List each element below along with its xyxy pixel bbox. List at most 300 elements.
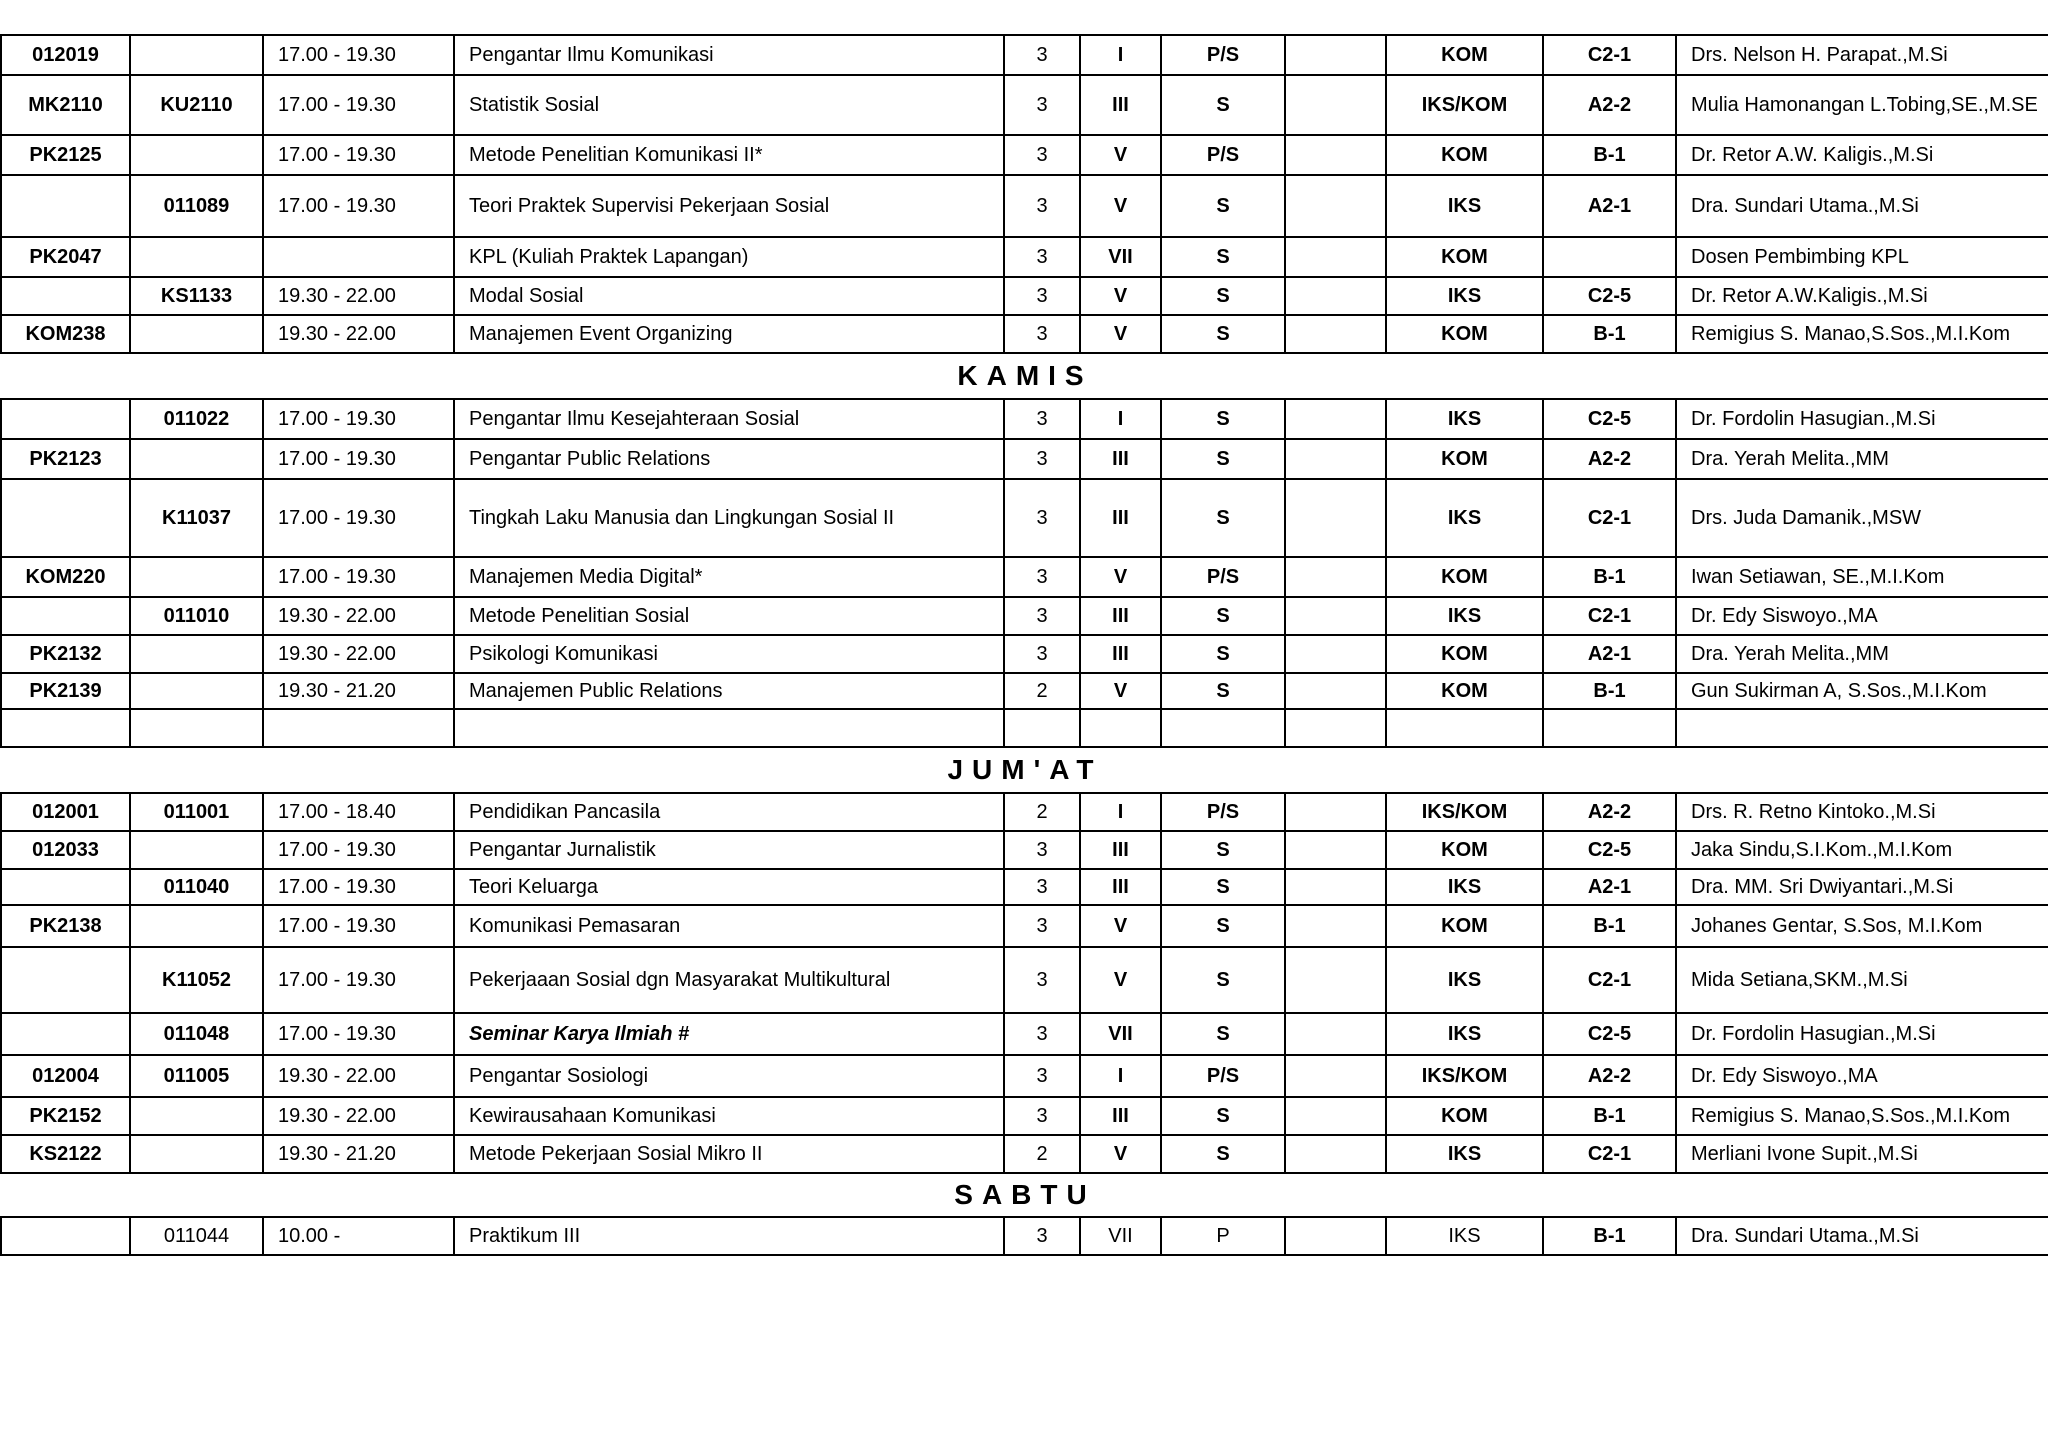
day-header-row — [1, 1173, 2048, 1217]
note-cell — [1285, 831, 1386, 869]
program-cell: IKS — [1386, 1135, 1543, 1173]
time-cell: 17.00 - 19.30 — [263, 479, 454, 557]
lecturer-cell: Remigius S. Manao,S.Sos.,M.I.Kom — [1676, 1097, 2048, 1135]
table-row — [1, 793, 2048, 831]
semester-cell: VII — [1080, 1013, 1161, 1055]
time-cell: 19.30 - 22.00 — [263, 635, 454, 673]
semester-cell: I — [1080, 399, 1161, 439]
room-cell: C2-5 — [1543, 277, 1676, 315]
time-cell: 19.30 - 21.20 — [263, 673, 454, 709]
program-cell — [1386, 709, 1543, 747]
kode-cell — [1, 399, 130, 439]
semester-cell: III — [1080, 479, 1161, 557]
kode-alt-cell — [130, 635, 263, 673]
program-cell: KOM — [1386, 635, 1543, 673]
lecturer-cell: Mulia Hamonangan L.Tobing,SE.,M.SE — [1676, 75, 2048, 135]
note-cell — [1285, 947, 1386, 1013]
course-name-cell: Statistik Sosial — [454, 75, 1004, 135]
kode-cell: KS2122 — [1, 1135, 130, 1173]
time-cell: 17.00 - 19.30 — [263, 557, 454, 597]
semester-cell: III — [1080, 1097, 1161, 1135]
course-name-cell: Teori Keluarga — [454, 869, 1004, 905]
room-cell: C2-5 — [1543, 399, 1676, 439]
program-cell: KOM — [1386, 673, 1543, 709]
day-title: SABTU — [1, 1173, 2048, 1217]
program-cell: KOM — [1386, 35, 1543, 75]
table-row — [1, 597, 2048, 635]
type-cell: S — [1161, 75, 1285, 135]
room-cell: B-1 — [1543, 557, 1676, 597]
kode-alt-cell — [130, 905, 263, 947]
note-cell — [1285, 75, 1386, 135]
lecturer-cell: Dr. Edy Siswoyo.,MA — [1676, 597, 2048, 635]
room-cell: C2-1 — [1543, 947, 1676, 1013]
type-cell: P/S — [1161, 1055, 1285, 1097]
note-cell — [1285, 237, 1386, 277]
time-cell: 17.00 - 18.40 — [263, 793, 454, 831]
course-name-cell: Metode Penelitian Sosial — [454, 597, 1004, 635]
lecturer-cell: Mida Setiana,SKM.,M.Si — [1676, 947, 2048, 1013]
kode-alt-cell: K11052 — [130, 947, 263, 1013]
lecturer-cell: Johanes Gentar, S.Sos, M.I.Kom — [1676, 905, 2048, 947]
type-cell: S — [1161, 831, 1285, 869]
lecturer-cell: Drs. Nelson H. Parapat.,M.Si — [1676, 35, 2048, 75]
time-cell: 19.30 - 21.20 — [263, 1135, 454, 1173]
kode-cell — [1, 869, 130, 905]
program-cell: IKS — [1386, 175, 1543, 237]
course-name-cell: Teori Praktek Supervisi Pekerjaan Sosial — [454, 175, 1004, 237]
type-cell: P/S — [1161, 793, 1285, 831]
kode-cell: PK2125 — [1, 135, 130, 175]
semester-cell: V — [1080, 135, 1161, 175]
sks-cell: 3 — [1004, 399, 1080, 439]
time-cell: 17.00 - 19.30 — [263, 905, 454, 947]
time-cell: 17.00 - 19.30 — [263, 175, 454, 237]
note-cell — [1285, 399, 1386, 439]
lecturer-cell: Dr. Fordolin Hasugian.,M.Si — [1676, 1013, 2048, 1055]
kode-cell: PK2138 — [1, 905, 130, 947]
time-cell: 17.00 - 19.30 — [263, 75, 454, 135]
program-cell: KOM — [1386, 135, 1543, 175]
room-cell: C2-5 — [1543, 1013, 1676, 1055]
type-cell: S — [1161, 1097, 1285, 1135]
sks-cell: 3 — [1004, 557, 1080, 597]
room-cell: B-1 — [1543, 1097, 1676, 1135]
time-cell: 10.00 - — [263, 1217, 454, 1255]
course-name-cell: Tingkah Laku Manusia dan Lingkungan Sosial II — [454, 479, 1004, 557]
program-cell: IKS — [1386, 399, 1543, 439]
type-cell: S — [1161, 869, 1285, 905]
note-cell — [1285, 1097, 1386, 1135]
program-cell: IKS — [1386, 947, 1543, 1013]
note-cell — [1285, 905, 1386, 947]
sks-cell: 3 — [1004, 1217, 1080, 1255]
note-cell — [1285, 277, 1386, 315]
kode-alt-cell — [130, 1135, 263, 1173]
table-row — [1, 673, 2048, 709]
kode-alt-cell — [130, 439, 263, 479]
kode-cell: KOM220 — [1, 557, 130, 597]
table-row — [1, 439, 2048, 479]
room-cell: C2-1 — [1543, 597, 1676, 635]
kode-alt-cell: 011022 — [130, 399, 263, 439]
kode-alt-cell — [130, 1097, 263, 1135]
lecturer-cell: Gun Sukirman A, S.Sos.,M.I.Kom — [1676, 673, 2048, 709]
kode-alt-cell — [130, 315, 263, 353]
program-cell: KOM — [1386, 831, 1543, 869]
kode-cell — [1, 1217, 130, 1255]
table-row — [1, 947, 2048, 1013]
program-cell: IKS/KOM — [1386, 1055, 1543, 1097]
semester-cell: VII — [1080, 1217, 1161, 1255]
time-cell: 17.00 - 19.30 — [263, 947, 454, 1013]
program-cell: IKS/KOM — [1386, 75, 1543, 135]
time-cell: 17.00 - 19.30 — [263, 35, 454, 75]
semester-cell: III — [1080, 75, 1161, 135]
sks-cell: 3 — [1004, 597, 1080, 635]
program-cell: IKS — [1386, 1013, 1543, 1055]
schedule-document — [0, 34, 2048, 1256]
kode-alt-cell: 011048 — [130, 1013, 263, 1055]
kode-alt-cell — [130, 709, 263, 747]
lecturer-cell: Dr. Retor A.W.Kaligis.,M.Si — [1676, 277, 2048, 315]
program-cell: KOM — [1386, 439, 1543, 479]
note-cell — [1285, 315, 1386, 353]
table-row — [1, 635, 2048, 673]
program-cell: IKS/KOM — [1386, 793, 1543, 831]
course-name-cell: Manajemen Media Digital* — [454, 557, 1004, 597]
day-title: JUM'AT — [1, 747, 2048, 793]
sks-cell: 3 — [1004, 869, 1080, 905]
type-cell: S — [1161, 439, 1285, 479]
room-cell: B-1 — [1543, 905, 1676, 947]
time-cell: 19.30 - 22.00 — [263, 597, 454, 635]
type-cell: S — [1161, 277, 1285, 315]
table-row — [1, 1217, 2048, 1255]
room-cell: B-1 — [1543, 673, 1676, 709]
lecturer-cell: Dr. Edy Siswoyo.,MA — [1676, 1055, 2048, 1097]
course-name-cell: Manajemen Event Organizing — [454, 315, 1004, 353]
room-cell — [1543, 709, 1676, 747]
table-row — [1, 1097, 2048, 1135]
program-cell: KOM — [1386, 237, 1543, 277]
type-cell: P — [1161, 1217, 1285, 1255]
table-row — [1, 315, 2048, 353]
semester-cell: III — [1080, 597, 1161, 635]
table-row — [1, 399, 2048, 439]
kode-cell: PK2047 — [1, 237, 130, 277]
lecturer-cell: Dra. Sundari Utama.,M.Si — [1676, 175, 2048, 237]
table-row — [1, 277, 2048, 315]
semester-cell — [1080, 709, 1161, 747]
semester-cell: V — [1080, 905, 1161, 947]
lecturer-cell: Jaka Sindu,S.I.Kom.,M.I.Kom — [1676, 831, 2048, 869]
room-cell: C2-5 — [1543, 831, 1676, 869]
type-cell: S — [1161, 479, 1285, 557]
type-cell: S — [1161, 597, 1285, 635]
type-cell: S — [1161, 947, 1285, 1013]
room-cell: A2-1 — [1543, 869, 1676, 905]
sks-cell: 2 — [1004, 793, 1080, 831]
time-cell: 17.00 - 19.30 — [263, 869, 454, 905]
kode-alt-cell: 011044 — [130, 1217, 263, 1255]
lecturer-cell: Dra. Sundari Utama.,M.Si — [1676, 1217, 2048, 1255]
course-name-cell — [454, 1013, 1004, 1055]
table-row — [1, 35, 2048, 75]
lecturer-cell: Dr. Fordolin Hasugian.,M.Si — [1676, 399, 2048, 439]
note-cell — [1285, 1135, 1386, 1173]
course-name-cell: Metode Pekerjaan Sosial Mikro II — [454, 1135, 1004, 1173]
kode-cell: PK2132 — [1, 635, 130, 673]
semester-cell: I — [1080, 793, 1161, 831]
kode-alt-cell — [130, 831, 263, 869]
program-cell: KOM — [1386, 1097, 1543, 1135]
room-cell: B-1 — [1543, 1217, 1676, 1255]
sks-cell: 3 — [1004, 315, 1080, 353]
time-cell: 17.00 - 19.30 — [263, 135, 454, 175]
sks-cell: 2 — [1004, 673, 1080, 709]
kode-alt-cell: 011040 — [130, 869, 263, 905]
kode-cell — [1, 597, 130, 635]
type-cell: P/S — [1161, 135, 1285, 175]
kode-cell — [1, 947, 130, 1013]
time-cell: 19.30 - 22.00 — [263, 1097, 454, 1135]
table-row — [1, 175, 2048, 237]
note-cell — [1285, 479, 1386, 557]
note-cell — [1285, 709, 1386, 747]
course-name-cell: Metode Penelitian Komunikasi II* — [454, 135, 1004, 175]
lecturer-cell: Iwan Setiawan, SE.,M.I.Kom — [1676, 557, 2048, 597]
note-cell — [1285, 635, 1386, 673]
note-cell — [1285, 1013, 1386, 1055]
kode-alt-cell: KS1133 — [130, 277, 263, 315]
room-cell: A2-2 — [1543, 793, 1676, 831]
semester-cell: V — [1080, 315, 1161, 353]
time-cell: 19.30 - 22.00 — [263, 1055, 454, 1097]
semester-cell: V — [1080, 947, 1161, 1013]
table-row — [1, 237, 2048, 277]
time-cell: 17.00 - 19.30 — [263, 1013, 454, 1055]
table-row — [1, 557, 2048, 597]
course-name-cell: Pekerjaaan Sosial dgn Masyarakat Multikultural — [454, 947, 1004, 1013]
semester-cell: III — [1080, 439, 1161, 479]
time-cell — [263, 709, 454, 747]
sks-cell: 3 — [1004, 1055, 1080, 1097]
kode-alt-cell — [130, 237, 263, 277]
table-row — [1, 709, 2048, 747]
course-name-cell: Pengantar Public Relations — [454, 439, 1004, 479]
kode-cell: KOM238 — [1, 315, 130, 353]
kode-alt-cell — [130, 135, 263, 175]
room-cell: B-1 — [1543, 315, 1676, 353]
type-cell: S — [1161, 905, 1285, 947]
program-cell: KOM — [1386, 315, 1543, 353]
semester-cell: III — [1080, 831, 1161, 869]
sks-cell: 3 — [1004, 237, 1080, 277]
sks-cell: 3 — [1004, 947, 1080, 1013]
course-name-cell: Pendidikan Pancasila — [454, 793, 1004, 831]
sks-cell: 3 — [1004, 479, 1080, 557]
course-name-cell: Pengantar Jurnalistik — [454, 831, 1004, 869]
semester-cell: V — [1080, 557, 1161, 597]
time-cell: 19.30 - 22.00 — [263, 277, 454, 315]
kode-cell: PK2123 — [1, 439, 130, 479]
kode-alt-cell: 011001 — [130, 793, 263, 831]
lecturer-cell: Drs. Juda Damanik.,MSW — [1676, 479, 2048, 557]
program-cell: IKS — [1386, 277, 1543, 315]
kode-alt-cell: 011010 — [130, 597, 263, 635]
type-cell: S — [1161, 635, 1285, 673]
note-cell — [1285, 673, 1386, 709]
sks-cell: 3 — [1004, 635, 1080, 673]
kode-cell: MK2110 — [1, 75, 130, 135]
semester-cell: III — [1080, 635, 1161, 673]
kode-cell: PK2139 — [1, 673, 130, 709]
lecturer-cell: Dra. MM. Sri Dwiyantari.,M.Si — [1676, 869, 2048, 905]
sks-cell: 3 — [1004, 75, 1080, 135]
kode-cell: 012001 — [1, 793, 130, 831]
sks-cell: 3 — [1004, 175, 1080, 237]
note-cell — [1285, 793, 1386, 831]
lecturer-cell: Drs. R. Retno Kintoko.,M.Si — [1676, 793, 2048, 831]
semester-cell: V — [1080, 673, 1161, 709]
type-cell: S — [1161, 175, 1285, 237]
type-cell: P/S — [1161, 557, 1285, 597]
program-cell: KOM — [1386, 557, 1543, 597]
course-name-cell: KPL (Kuliah Praktek Lapangan) — [454, 237, 1004, 277]
note-cell — [1285, 1055, 1386, 1097]
program-cell: IKS — [1386, 479, 1543, 557]
time-cell: 19.30 - 22.00 — [263, 315, 454, 353]
course-name-cell: Psikologi Komunikasi — [454, 635, 1004, 673]
room-cell: C2-1 — [1543, 479, 1676, 557]
course-name-cell: Komunikasi Pemasaran — [454, 905, 1004, 947]
course-name-text: Seminar Karya Ilmiah # — [469, 1023, 690, 1045]
room-cell: B-1 — [1543, 135, 1676, 175]
kode-alt-cell: 011005 — [130, 1055, 263, 1097]
room-cell — [1543, 237, 1676, 277]
room-cell: A2-1 — [1543, 635, 1676, 673]
type-cell: S — [1161, 1013, 1285, 1055]
kode-cell — [1, 709, 130, 747]
semester-cell: V — [1080, 1135, 1161, 1173]
sks-cell: 3 — [1004, 277, 1080, 315]
room-cell: A2-2 — [1543, 75, 1676, 135]
sks-cell: 3 — [1004, 1097, 1080, 1135]
semester-cell: V — [1080, 277, 1161, 315]
kode-alt-cell: K11037 — [130, 479, 263, 557]
note-cell — [1285, 869, 1386, 905]
table-row — [1, 1135, 2048, 1173]
kode-cell — [1, 479, 130, 557]
note-cell — [1285, 439, 1386, 479]
time-cell: 17.00 - 19.30 — [263, 831, 454, 869]
type-cell — [1161, 709, 1285, 747]
lecturer-cell: Dra. Yerah Melita.,MM — [1676, 635, 2048, 673]
kode-alt-cell — [130, 35, 263, 75]
course-name-cell — [454, 709, 1004, 747]
time-cell — [263, 237, 454, 277]
course-name-cell: Modal Sosial — [454, 277, 1004, 315]
note-cell — [1285, 557, 1386, 597]
day-header-row — [1, 353, 2048, 399]
room-cell: A2-2 — [1543, 1055, 1676, 1097]
kode-cell: 012033 — [1, 831, 130, 869]
sks-cell — [1004, 709, 1080, 747]
kode-cell — [1, 1013, 130, 1055]
lecturer-cell: Dr. Retor A.W. Kaligis.,M.Si — [1676, 135, 2048, 175]
sks-cell: 3 — [1004, 35, 1080, 75]
time-cell: 17.00 - 19.30 — [263, 399, 454, 439]
type-cell: P/S — [1161, 35, 1285, 75]
table-row — [1, 1013, 2048, 1055]
semester-cell: I — [1080, 35, 1161, 75]
type-cell: S — [1161, 399, 1285, 439]
table-row — [1, 831, 2048, 869]
note-cell — [1285, 135, 1386, 175]
course-name-cell: Manajemen Public Relations — [454, 673, 1004, 709]
day-header-row — [1, 747, 2048, 793]
table-row — [1, 479, 2048, 557]
table-row — [1, 135, 2048, 175]
course-name-cell: Praktikum III — [454, 1217, 1004, 1255]
sks-cell: 2 — [1004, 1135, 1080, 1173]
room-cell: C2-1 — [1543, 1135, 1676, 1173]
kode-cell — [1, 175, 130, 237]
note-cell — [1285, 1217, 1386, 1255]
course-name-cell: Kewirausahaan Komunikasi — [454, 1097, 1004, 1135]
course-name-cell: Pengantar Ilmu Kesejahteraan Sosial — [454, 399, 1004, 439]
semester-cell: I — [1080, 1055, 1161, 1097]
sks-cell: 3 — [1004, 1013, 1080, 1055]
program-cell: IKS — [1386, 597, 1543, 635]
kode-cell — [1, 277, 130, 315]
room-cell: A2-2 — [1543, 439, 1676, 479]
lecturer-cell — [1676, 709, 2048, 747]
note-cell — [1285, 175, 1386, 237]
note-cell — [1285, 597, 1386, 635]
kode-alt-cell: 011089 — [130, 175, 263, 237]
program-cell: KOM — [1386, 905, 1543, 947]
semester-cell: V — [1080, 175, 1161, 237]
semester-cell: III — [1080, 869, 1161, 905]
course-name-cell: Pengantar Sosiologi — [454, 1055, 1004, 1097]
time-cell: 17.00 - 19.30 — [263, 439, 454, 479]
kode-alt-cell — [130, 673, 263, 709]
semester-cell: VII — [1080, 237, 1161, 277]
lecturer-cell: Dosen Pembimbing KPL — [1676, 237, 2048, 277]
table-row — [1, 1055, 2048, 1097]
kode-cell: 012019 — [1, 35, 130, 75]
sks-cell: 3 — [1004, 831, 1080, 869]
type-cell: S — [1161, 673, 1285, 709]
room-cell: A2-1 — [1543, 175, 1676, 237]
type-cell: S — [1161, 315, 1285, 353]
lecturer-cell: Dra. Yerah Melita.,MM — [1676, 439, 2048, 479]
sks-cell: 3 — [1004, 905, 1080, 947]
kode-cell: PK2152 — [1, 1097, 130, 1135]
note-cell — [1285, 35, 1386, 75]
type-cell: S — [1161, 1135, 1285, 1173]
kode-cell: 012004 — [1, 1055, 130, 1097]
sks-cell: 3 — [1004, 135, 1080, 175]
table-row — [1, 869, 2048, 905]
schedule-table — [0, 34, 2048, 1256]
course-name-cell: Pengantar Ilmu Komunikasi — [454, 35, 1004, 75]
table-row — [1, 75, 2048, 135]
sks-cell: 3 — [1004, 439, 1080, 479]
type-cell: S — [1161, 237, 1285, 277]
